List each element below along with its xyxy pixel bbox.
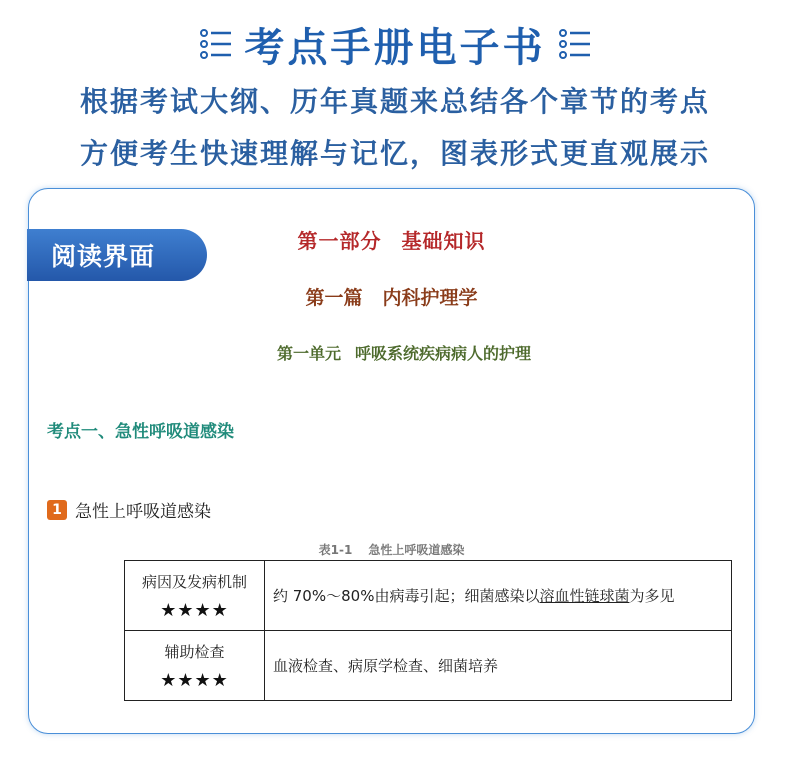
row-label: 辅助检查: [164, 642, 225, 661]
chapter-label: 第一篇: [305, 287, 363, 309]
subtitle-line-2: 方便考生快速理解与记忆，图表形式更直观展示: [79, 137, 710, 170]
exam-point-title: 考点一、急性呼吸道感染: [47, 422, 234, 442]
reading-badge: 阅读界面: [27, 229, 207, 281]
page-title: 考点手册电子书: [244, 24, 546, 71]
row-value-cell: [265, 561, 732, 631]
table-row: [125, 561, 732, 631]
section-heading: [47, 497, 211, 522]
row-label-cell: [125, 561, 265, 631]
importance-stars: ★★★★: [160, 669, 229, 691]
row-value-text: 血液检查、病原学检查、细菌培养: [273, 657, 499, 675]
table-row: [125, 631, 732, 701]
unit-title: [277, 341, 545, 364]
reading-preview-card: [28, 188, 755, 734]
row-label: 病因及发病机制: [141, 572, 247, 591]
section-title: 急性上呼吸道感染: [75, 502, 211, 522]
part-title: [29, 225, 754, 254]
row-value-tail: 为多见: [629, 587, 675, 605]
list-icon-right: [558, 27, 592, 61]
table-title: 急性上呼吸道感染: [368, 543, 465, 557]
section-number-badge: 1: [47, 500, 67, 520]
row-value-cell: [265, 631, 732, 701]
unit-label: 第一单元: [277, 344, 342, 363]
unit-name: 呼吸系统疾病病人的护理: [355, 344, 532, 363]
part-name: 基础知识: [401, 229, 486, 253]
header: [0, 0, 790, 185]
exam-table: [124, 560, 732, 701]
importance-stars: ★★★★: [160, 599, 229, 621]
chapter-title: [29, 283, 754, 310]
table-number: 表1-1: [318, 543, 353, 557]
chapter-name: 内科护理学: [382, 287, 478, 309]
row-value-emphasis: 溶血性链球菌: [539, 587, 630, 605]
row-label-cell: [125, 631, 265, 701]
row-value-text: 约 70%～80%由病毒引起；细菌感染以: [273, 587, 540, 605]
table-caption: [29, 541, 754, 558]
list-icon-left: [199, 27, 233, 61]
part-label: 第一部分: [297, 229, 382, 253]
title-row: [0, 16, 790, 72]
subtitle-line-1: 根据考试大纲、历年真题来总结各个章节的考点: [79, 85, 710, 118]
